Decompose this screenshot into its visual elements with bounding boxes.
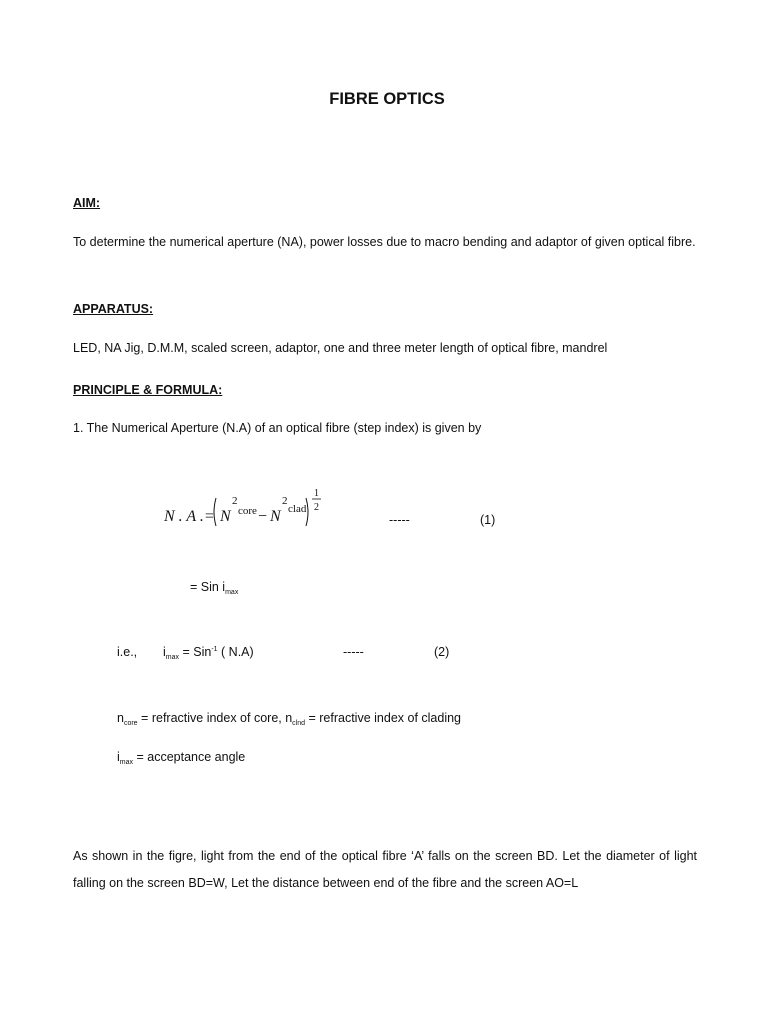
aim-heading: AIM:	[73, 196, 101, 210]
eq2-dashes: -----	[343, 645, 364, 659]
def-ncore-text: = refractive index of core, n	[137, 711, 293, 725]
eq2-sub: max	[165, 654, 180, 661]
eq2-arg: ( N.A)	[217, 645, 254, 659]
eq1-exp1: 2	[232, 495, 238, 507]
eq1-exp2: 2	[282, 495, 288, 507]
sin-imax-line	[190, 580, 238, 594]
eq2-eq: = Sin	[179, 645, 212, 659]
def-imax-text: = acceptance angle	[133, 750, 246, 764]
def-nclad-sub: clnd	[292, 720, 306, 727]
def-imax-sub: max	[119, 759, 134, 766]
principle-heading: PRINCIPLE & FORMULA:	[73, 383, 223, 397]
eq1-n2: N	[270, 508, 281, 525]
eq1-n1: N	[220, 508, 231, 525]
page-title: FIBRE OPTICS	[329, 90, 445, 108]
eq1-clad: clad	[288, 503, 307, 515]
principle-point-1: 1. The Numerical Aperture (N.A) of an optical fibre (step index) is given by	[73, 421, 482, 435]
eq2-body	[163, 645, 254, 659]
definition-ncore-nclad	[117, 711, 461, 725]
aim-text: To determine the numerical aperture (NA), power losses due to macro bending and adaptor of given optical fibre.	[73, 235, 696, 249]
eq2-number: (2)	[434, 645, 450, 659]
eq2-sup: -1	[211, 646, 218, 653]
apparatus-text: LED, NA Jig, D.M.M, scaled screen, adaptor, one and three meter length of optical fibre, mandrel	[73, 341, 608, 355]
eq1-number: (1)	[480, 513, 496, 527]
eq1-minus: −	[258, 508, 268, 525]
sin-prefix: = Sin i	[190, 580, 226, 594]
eq1-power-den: 2	[314, 502, 319, 513]
def-nclad-text: = refractive index of clading	[305, 711, 462, 725]
eq2-i: i	[163, 645, 166, 659]
def-ncore-n: n	[117, 711, 124, 725]
eq1-lhs: N . A .=	[164, 508, 215, 525]
def-imax-i: i	[117, 750, 120, 764]
eq1-power-num: 1	[314, 488, 319, 499]
eq1-core: core	[238, 505, 257, 517]
figure-description: As shown in the figre, light from the end of the optical fibre ‘A’ falls on the screen BD. Let the diameter of light falling on the screen BD=W, Let the distance between end of the fibre and the screen AO=L	[73, 849, 697, 890]
definition-imax	[117, 750, 245, 764]
eq1-dashes: -----	[389, 513, 410, 527]
def-ncore-sub: core	[123, 720, 138, 727]
eq2-ie: i.e.,	[117, 645, 138, 659]
sin-sub: max	[225, 589, 239, 596]
apparatus-heading: APPARATUS:	[73, 302, 154, 316]
numerical-aperture-equation	[160, 484, 340, 534]
